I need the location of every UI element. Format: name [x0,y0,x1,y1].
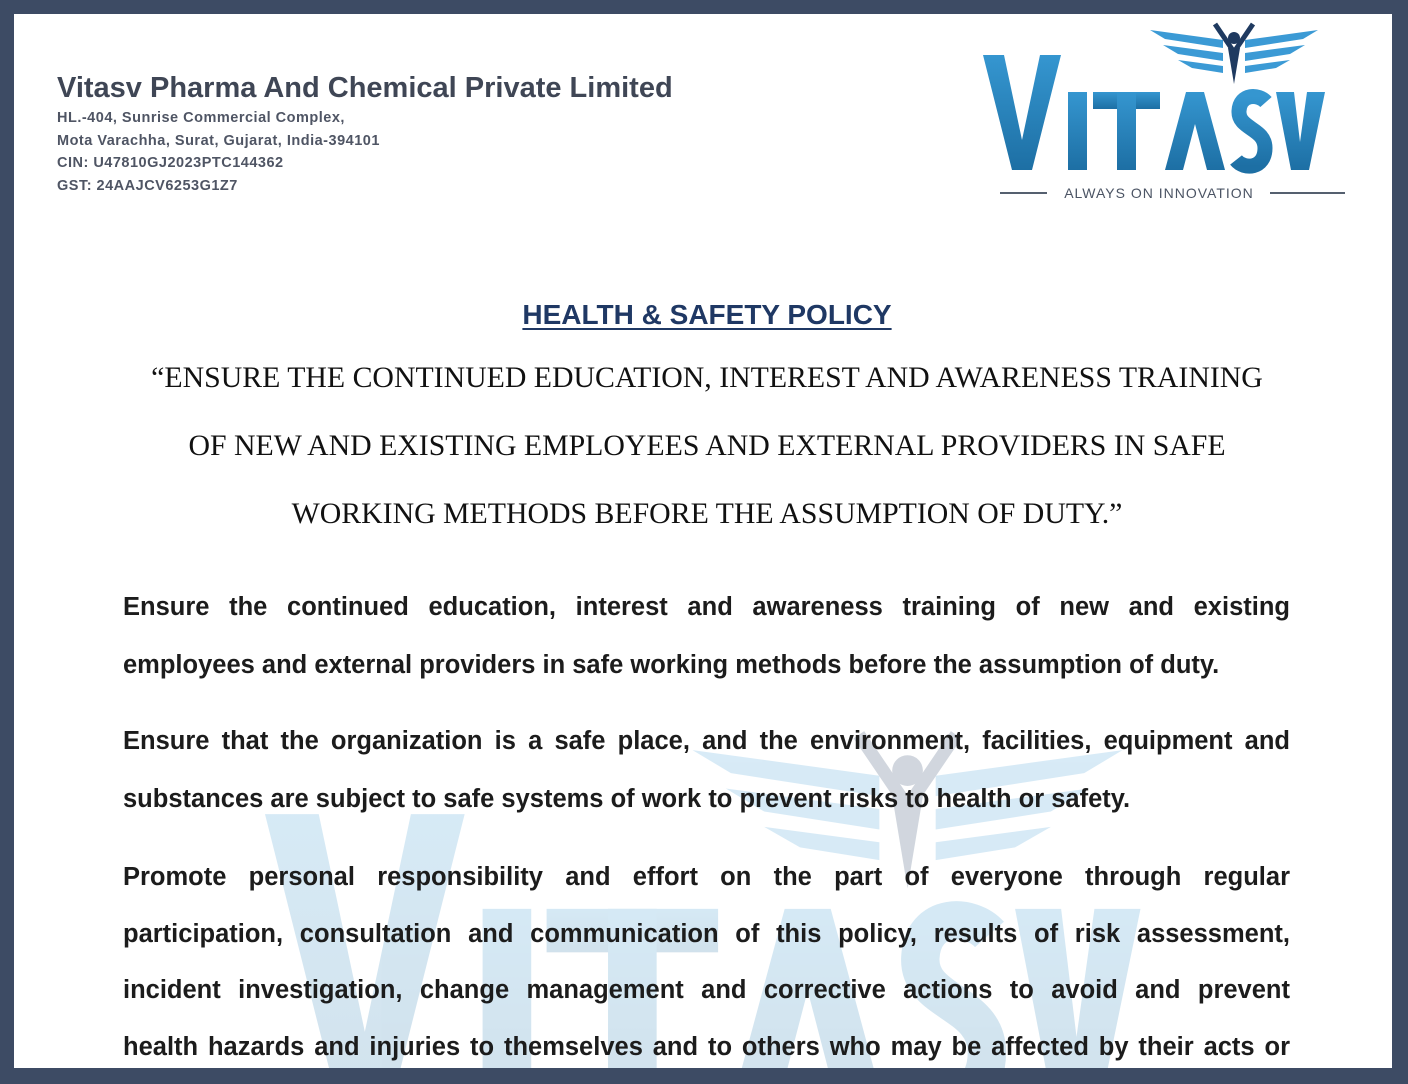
policy-title-text: HEALTH & SAFETY POLICY [522,299,892,330]
document-page [14,14,1392,1068]
gst-number: GST: 24AAJCV6253G1Z7 [57,177,238,194]
policy-paragraph-3 [123,849,1290,1068]
paragraph-line: Ensure the continued education, interest and awareness training of new and existing [123,593,1290,621]
company-name: Vitasv Pharma And Chemical Private Limited [57,72,673,104]
policy-quote [107,344,1307,548]
logo-tagline: ALWAYS ON INNOVATION [1064,185,1254,201]
paragraph-line: employees and external providers in safe working methods before the assumption of duty. [123,651,1220,679]
policy-paragraph-1 [123,578,1290,694]
company-logo [983,24,1345,201]
paragraph-line: Promote personal responsibility and effort on the part of everyone through regular [123,863,1290,891]
quote-line: WORKING METHODS BEFORE THE ASSUMPTION OF DUTY.” [291,497,1123,530]
address-line: HL.-404, Sunrise Commercial Complex, [57,110,345,126]
company-address-block [57,107,380,197]
paragraph-line: health hazards and injuries to themselves and to others who may be affected by their acts or [123,1032,1290,1061]
policy-paragraph-2 [123,712,1290,828]
paragraph-line: Ensure that the organization is a safe place, and the environment, facilities, equipment and [123,727,1290,755]
cin-number: CIN: U47810GJ2023PTC144362 [57,155,284,172]
quote-line: “ENSURE THE CONTINUED EDUCATION, INTEREST AND AWARENESS TRAINING [151,361,1263,394]
page-canvas [14,14,1392,1068]
policy-title [107,296,1307,334]
address-line: Mota Varachha, Surat, Gujarat, India-394101 [57,132,380,149]
logo-emblem [983,24,1325,170]
quote-line: OF NEW AND EXISTING EMPLOYEES AND EXTERNAL PROVIDERS IN SAFE [188,429,1226,462]
paragraph-line: substances are subject to safe systems of work to prevent risks to health or safety. [123,785,1131,813]
paragraph-line: participation, consultation and communication of this policy, results of risk assessment, [123,919,1290,948]
paragraph-line: incident investigation, change management and corrective actions to avoid and prevent [123,976,1290,1004]
